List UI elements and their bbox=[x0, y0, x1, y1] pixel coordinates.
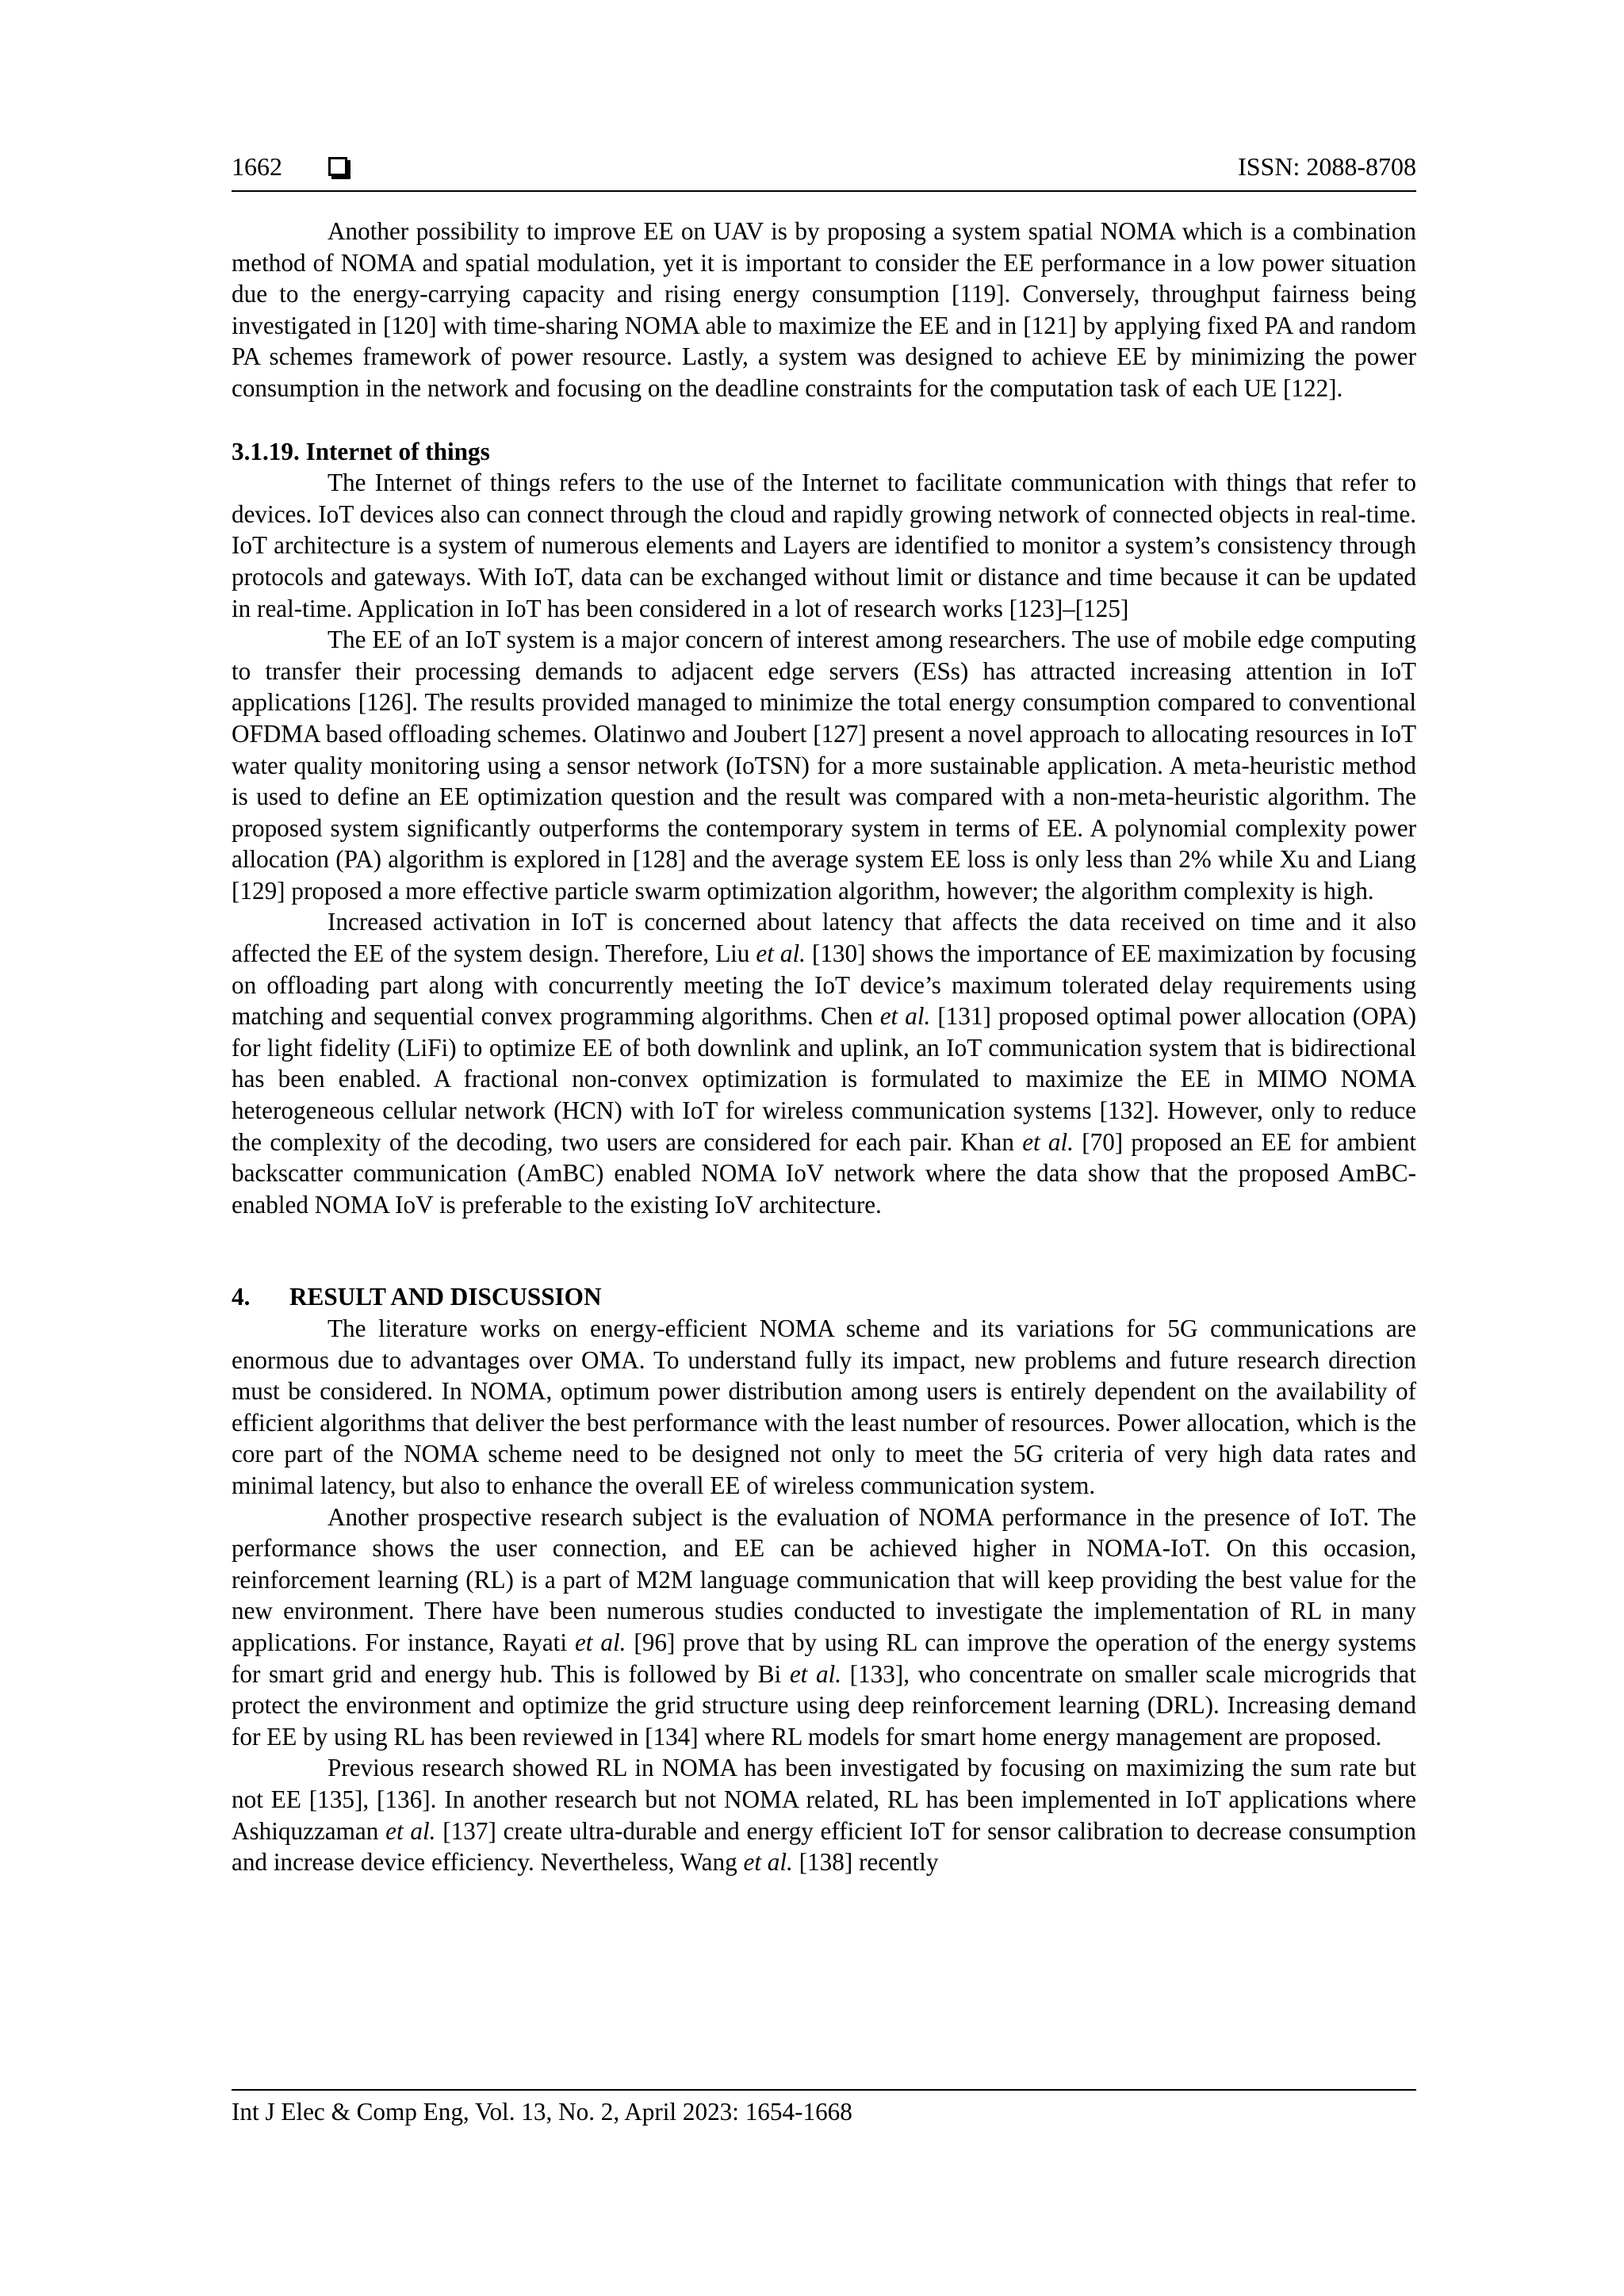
paragraph-iot-ee: The EE of an IoT system is a major concern of interest among researchers. The use of mobile edge computing to transfer their processing demands to adjacent edge servers (ESs) has attracted increasing attention in IoT applications [126]. The results provided managed to minimize the total energy consumption compared to conventional OFDMA based offloading schemes. Olatinwo and Joubert [127] present a novel approach to allocating resources in IoT water quality monitoring using a sensor network (IoTSN) for a more sustainable application. A meta-heuristic method is used to define an EE optimization question and the result was compared with a non-meta-heuristic algorithm. The proposed system significantly outperforms the contemporary system in terms of EE. A polynomial complexity power allocation (PA) algorithm is explored in [128] and the average system EE loss is only less than 2% while Xu and Liang [129] proposed a more effective particle swarm optimization algorithm, however; the algorithm complexity is high. bbox=[232, 626, 1416, 905]
paragraph-iot-definition: The Internet of things refers to the use of the Internet to facilitate communication with things that refer to devices. IoT devices also can connect through the cloud and rapidly growing network of connected objects in real-time. IoT architecture is a system of numerous elements and Layers are identified to monitor a system’s consistency through protocols and gateways. With IoT, data can be exchanged without limit or distance and time because it can be updated in real-time. Application in IoT has been considered in a lot of research works [123]–[125] bbox=[232, 469, 1416, 622]
section-heading-3-1-19: 3.1.19. Internet of things bbox=[232, 437, 490, 465]
footer-rule bbox=[232, 2089, 1416, 2091]
paragraph-results-intro: The literature works on energy-efficient NOMA scheme and its variations for 5G communications are enormous due to advantages over OMA. To understand fully its impact, new problems and future research direction must be considered. In NOMA, optimum power distribution among users is entirely dependent on the availability of efficient algorithms that deliver the best performance with the least number of resources. Power allocation, which is the core part of the NOMA scheme need to be designed not only to meet the 5G criteria of very high data rates and minimal latency, but also to enhance the overall EE of wireless communication system. bbox=[232, 1314, 1416, 1499]
page-header bbox=[232, 152, 1416, 192]
article-body bbox=[232, 216, 1416, 1878]
paragraph-results-rl: Another prospective research subject is the evaluation of NOMA performance in the presence of IoT. The performance shows the user connection, and EE can be achieved higher in NOMA-IoT. On this occasion, reinforcement learning (RL) is a part of M2M language communication that will keep providing the best value for the new environment. There have been numerous studies conducted to investigate the implementation of RL in many applications. For instance, Rayati et al. [96] prove that by using RL can improve the operation of the energy systems for smart grid and energy hub. This is followed by Bi et al. [133], who concentrate on smaller scale microgrids that protect the environment and optimize the grid structure using deep reinforcement learning (DRL). Increasing demand for EE by using RL has been reviewed in [134] where RL models for smart home energy management are proposed. bbox=[232, 1502, 1416, 1751]
paragraph-uav-noma: Another possibility to improve EE on UAV is by proposing a system spatial NOMA which is a combination method of NOMA and spatial modulation, yet it is important to consider the EE performance in a low power situation due to the energy-carrying capacity and rising energy consumption [119]. Conversely, throughput fairness being investigated in [120] with time-sharing NOMA able to maximize the EE and in [121] by applying fixed PA and random PA schemes framework of power resource. Lastly, a system was designed to achieve EE by minimizing the power consumption in the network and focusing on the deadline constraints for the computation task of each UE [122]. bbox=[232, 217, 1416, 402]
paragraph-results-previous: Previous research showed RL in NOMA has been investigated by focusing on maximizing the sum rate but not EE [135], [136]. In another research but not NOMA related, RL has been implemented in IoT applications where Ashiquzzaman et al. [137] create ultra-durable and energy efficient IoT for sensor calibration to decrease consumption and increase device efficiency. Nevertheless, Wang et al. [138] recently bbox=[232, 1754, 1416, 1877]
paragraph-iot-latency: Increased activation in IoT is concerned about latency that affects the data received on time and it also affected the EE of the system design. Therefore, Liu et al. [130] shows the importance of EE maximization by focusing on offloading part along with concurrently meeting the IoT device’s maximum tolerated delay requirements using matching and sequential convex programming algorithms. Chen et al. [131] proposed optimal power allocation (OPA) for light fidelity (LiFi) to optimize EE of both downlink and uplink, an IoT communication system that is bidirectional has been enabled. A fractional non-convex optimization is formulated to maximize the EE in MIMO NOMA heterogeneous cellular network (HCN) with IoT for wireless communication systems [132]. However, only to reduce the complexity of the decoding, two users are considered for each pair. Khan et al. [70] proposed an EE for ambient backscatter communication (AmBC) enabled NOMA IoV network where the data show that the proposed AmBC-enabled NOMA IoV is preferable to the existing IoV architecture. bbox=[232, 908, 1416, 1219]
section-heading-4: 4. RESULT AND DISCUSSION bbox=[232, 1283, 602, 1311]
page-number: 1662 bbox=[232, 152, 282, 181]
issn-label: ISSN: 2088-8708 bbox=[1238, 152, 1416, 181]
square-bullet-icon bbox=[328, 157, 347, 176]
header-rule bbox=[232, 190, 1416, 192]
footer-citation: Int J Elec & Comp Eng, Vol. 13, No. 2, April 2023: 1654-1668 bbox=[232, 2098, 852, 2126]
